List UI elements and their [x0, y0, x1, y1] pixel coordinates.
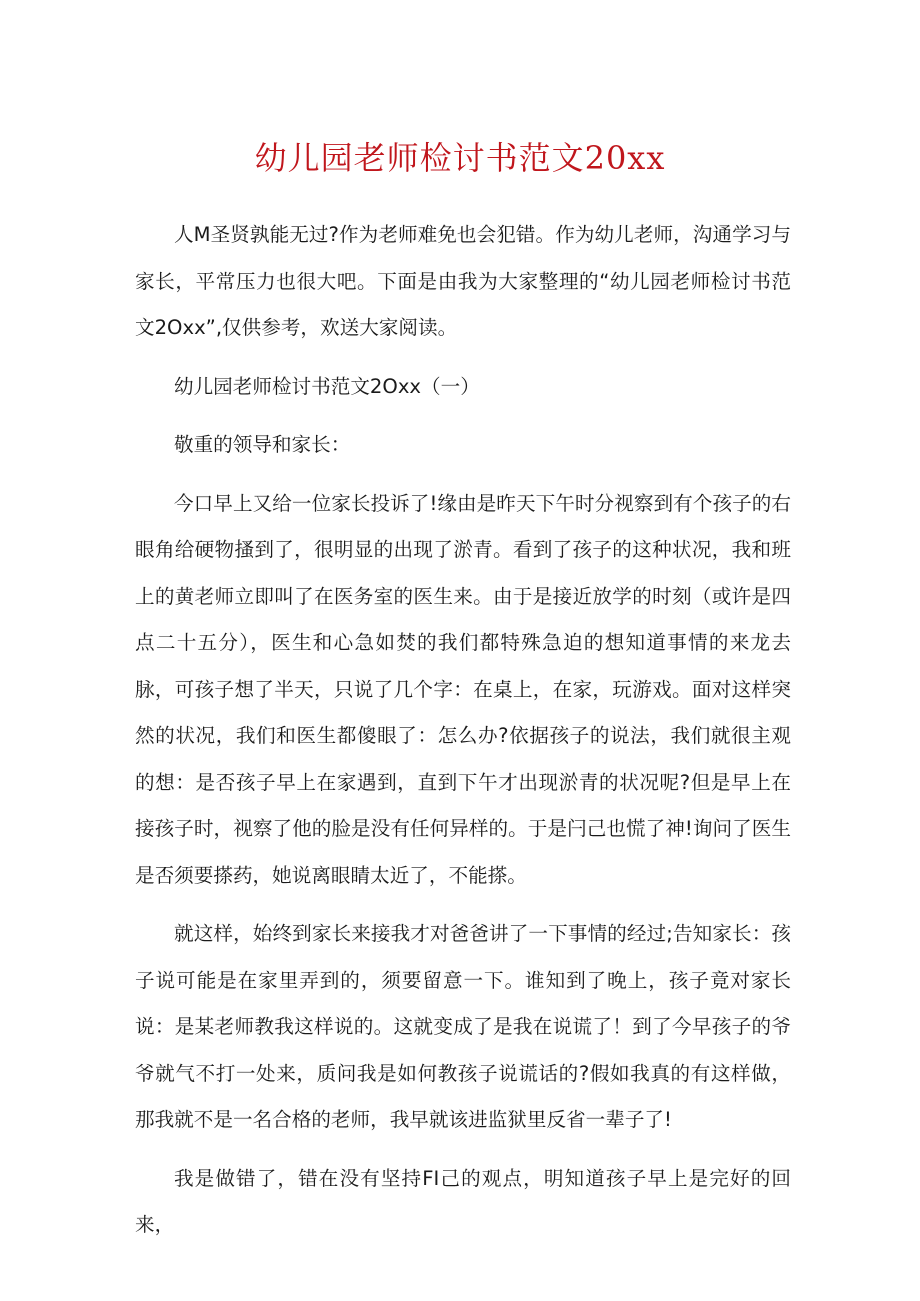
- paragraph-aftermath: 就这样，始终到家长来接我才对爸爸讲了一下事情的经过;告知家长：孩子说可能是在家里弄到的，须要留意一下。谁知到了晚上，孩子竟对家长说：是某老师教我这样说的。这就变成了是我在说谎了！到了今早孩子的爷爷就气不打一处来，质问我是如何教孩子说谎话的?假如我真的有这样做，那我就不是一名合格的老师，我早就该进监狱里反省一辈子了!: [135, 922, 791, 1131]
- paragraph-section-heading: 幼儿园老师检讨书范文2Oxx（一）: [174, 374, 480, 398]
- paragraph-reflection: 我是做错了，错在没有坚持FI己的观点，明知道孩子早上是完好的回来，: [135, 1166, 791, 1236]
- paragraph-salutation: 敬重的领导和家长：: [174, 433, 351, 456]
- paragraph-intro: 人M圣贤孰能无过?作为老师难免也会犯错。作为幼儿老师，沟通学习与家长，平常压力也很大吧。下面是由我为大家整理的“幼儿园老师检讨书范文2Oxx”,仅供参考，欢送大家阅读。: [135, 223, 791, 339]
- document-body: [135, 212, 791, 1261]
- paragraph-incident: 今口早上又给一位家长投诉了!缘由是昨天下午时分视察到有个孩子的右眼角给硬物搔到了，很明显的出现了淤青。看到了孩子的这种状况，我和班上的黄老师立即叫了在医务室的医生来。由于是接近放学的时刻（或许是四点二十五分），医生和心急如焚的我们都特殊急迫的想知道事情的来龙去脉，可孩子想了半天，只说了几个字：在桌上，在家，玩游戏。面对这样突然的状况，我们和医生都傻眼了：怎么办?依据孩子的说法，我们就很主观的想：是否孩子早上在家遇到，直到下午才出现淤青的状况呢?但是早上在接孩子时，视察了他的脸是没有任何异样的。于是闩己也慌了神!询问了医生是否须要搽药，她说离眼睛太近了，不能搽。: [135, 491, 791, 887]
- document-title: 幼儿园老师检讨书范文20xx: [254, 139, 666, 177]
